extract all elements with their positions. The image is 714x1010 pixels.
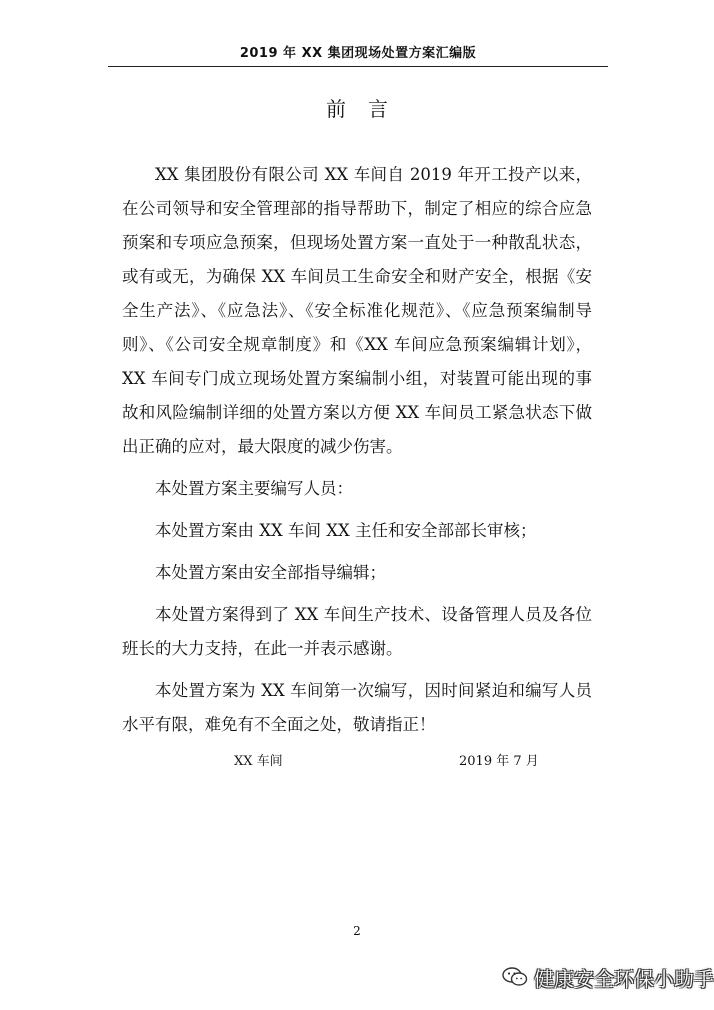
header-divider <box>108 66 608 67</box>
paragraph: XX 集团股份有限公司 XX 车间自 2019 年开工投产以来，在公司领导和安全管理部的指导帮助下，制定了相应的综合应急预案和专项应急预案，但现场处置方案一直处于一种散乱状态，或有或无，为确保 XX 车间员工生命安全和财产安全，根据《安全生产法》、《应急法》、《安全标准化规范》、《应急预案编制导则》、《公司安全规章制度》和《XX 车间应急预案编辑计划》，XX 车间专门成立现场处置方案编制小组，对装置可能出现的事故和风险编制详细的处置方案以方便 XX 车间员工紧急状态下做出正确的应对，最大限度的减少伤害。 <box>122 165 592 456</box>
paragraph: 本处置方案由安全部指导编辑； <box>155 563 386 582</box>
page-number: 2 <box>353 924 361 938</box>
signature-org: XX 车间 <box>234 754 283 769</box>
paragraph: 本处置方案主要编写人员： <box>155 479 353 498</box>
watermark-text: 健康安全环保小助手 <box>534 966 714 991</box>
watermark <box>502 962 714 992</box>
paragraph: 本处置方案为 XX 车间第一次编写，因时间紧迫和编写人员水平有限，难免有不全面之处，敬请指正！ <box>122 681 592 734</box>
running-header: 2019 年 XX 集团现场处置方案汇编版 <box>239 46 477 61</box>
paragraph: 本处置方案由 XX 车间 XX 主任和安全部部长审核； <box>155 521 537 540</box>
wechat-icon <box>502 966 528 988</box>
preface-body <box>122 158 592 742</box>
signature-date: 2019 年 7 月 <box>459 754 539 769</box>
paragraph: 本处置方案得到了 XX 车间生产技术、设备管理人员及各位班长的大力支持，在此一并表示感谢。 <box>122 605 592 658</box>
page-title: 前言 <box>326 97 410 121</box>
